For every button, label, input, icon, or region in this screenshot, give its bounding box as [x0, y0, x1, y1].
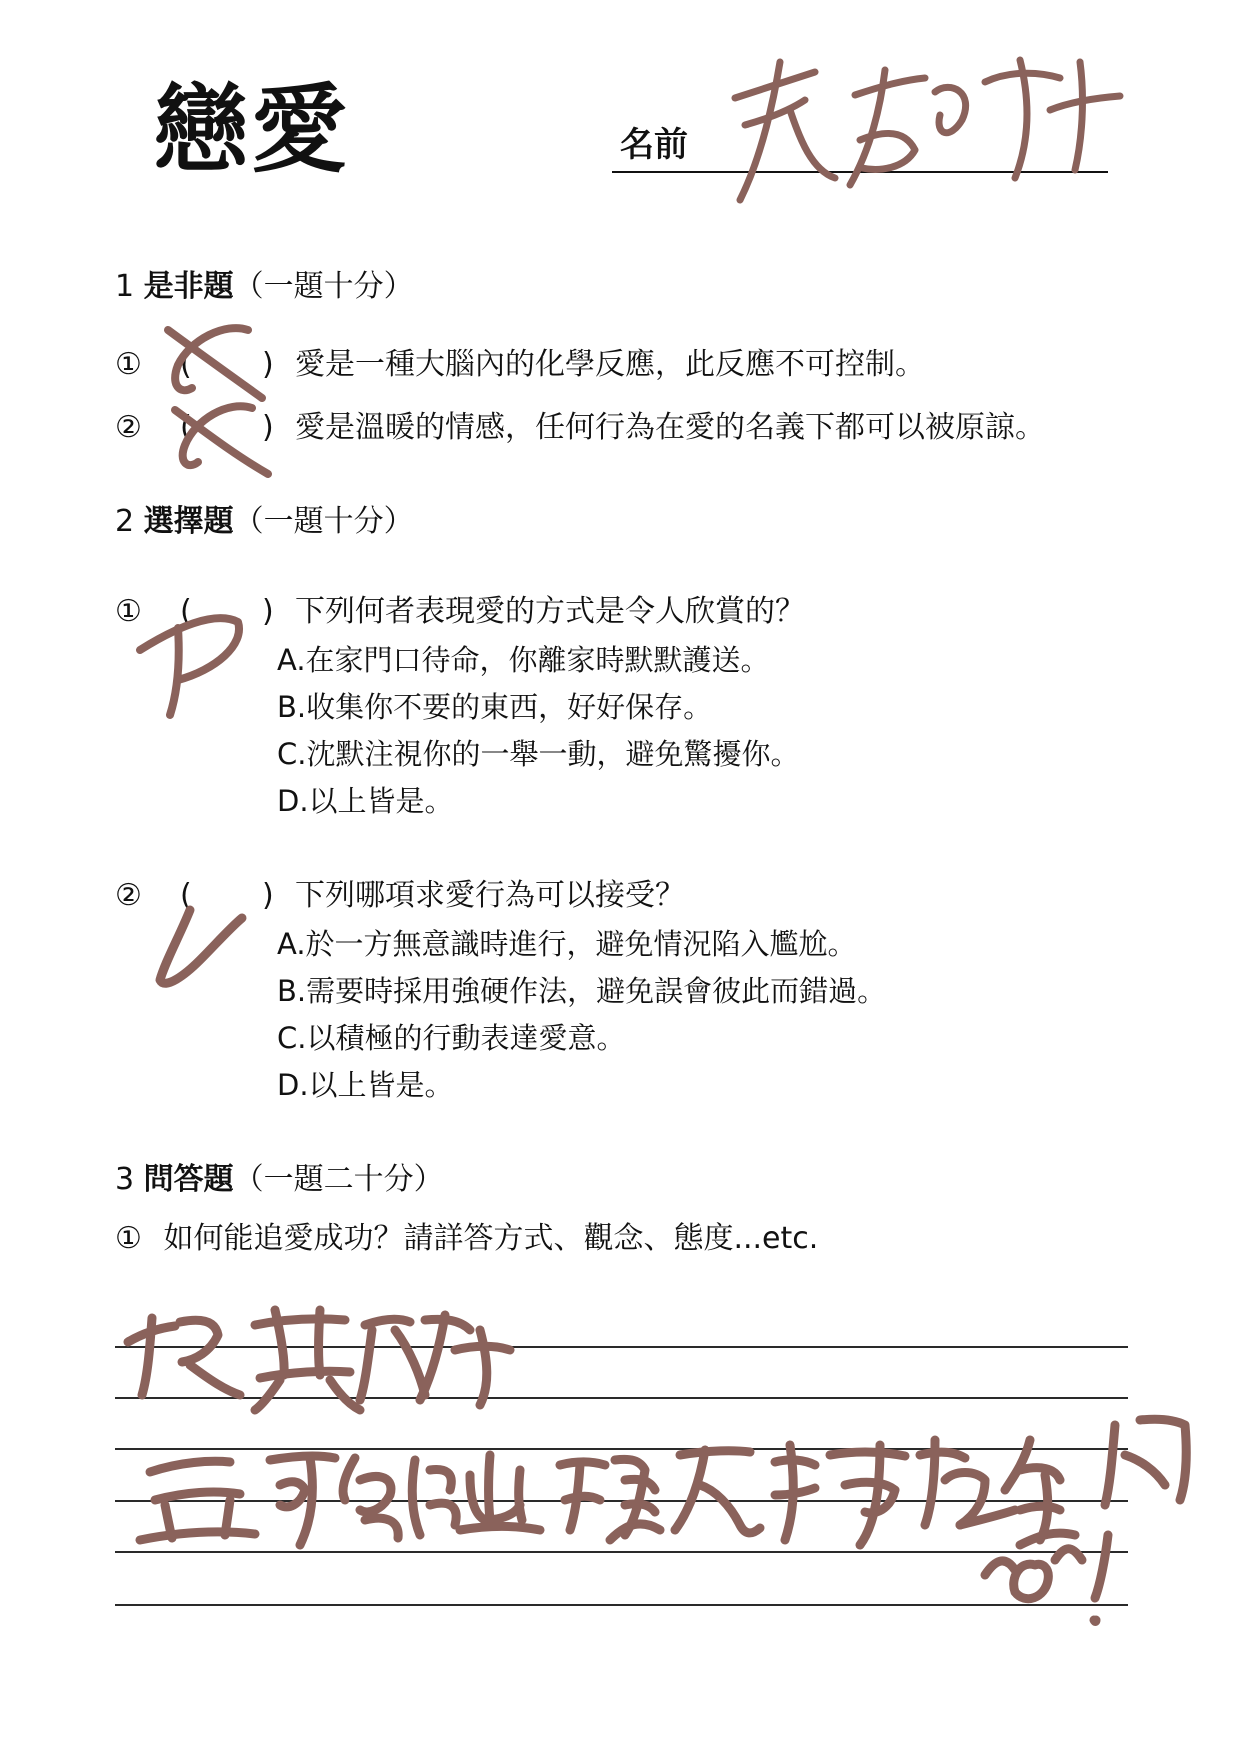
option-a: A.在家門口待命，你離家時默默護送。 [277, 643, 770, 677]
answer-blank-close: ) [262, 410, 274, 445]
question-text: 如何能追愛成功？請詳答方式、觀念、態度...etc. [163, 1221, 819, 1256]
page-title: 戀愛 [153, 74, 349, 186]
handwritten-name [735, 60, 1120, 200]
question-marker: ① [115, 594, 142, 629]
option-c: C.沈默注視你的一舉一動，避免驚擾你。 [277, 737, 800, 771]
section-name: 選擇題 [143, 504, 234, 539]
answer-blank-open: ( [180, 594, 192, 629]
answer-blank-open: ( [180, 410, 192, 445]
option-a: A.於一方無意識時進行，避免情況陷入尷尬。 [277, 927, 857, 961]
section-points: （一題十分） [233, 269, 414, 304]
option-d: D.以上皆是。 [277, 784, 454, 818]
answer-mark-d [140, 618, 239, 715]
answer-line[interactable] [115, 1551, 1128, 1553]
tf-question-2 [115, 410, 142, 445]
answer-line[interactable] [115, 1448, 1128, 1450]
name-field-line[interactable] [612, 171, 1108, 173]
section-name: 問答題 [143, 1162, 234, 1197]
question-marker: ② [115, 878, 142, 913]
answer-line[interactable] [115, 1346, 1128, 1348]
section-3-heading [115, 1162, 444, 1197]
name-field-label: 名前 [620, 125, 688, 165]
essay-question-1 [115, 1221, 819, 1256]
section-1-heading [115, 269, 414, 304]
question-text: 愛是一種大腦內的化學反應，此反應不可控制。 [295, 347, 925, 382]
question-marker: ① [115, 1221, 142, 1256]
mc-question-1 [115, 594, 142, 629]
section-number: 1 [115, 269, 135, 304]
section-2-heading [115, 504, 414, 539]
handwritten-essay-answer [128, 1310, 1186, 1622]
question-text: 下列何者表現愛的方式是令人欣賞的？ [295, 594, 805, 629]
answer-blank-close: ) [262, 878, 274, 913]
answer-line[interactable] [115, 1397, 1128, 1399]
section-number: 2 [115, 504, 135, 539]
section-points: （一題二十分） [233, 1162, 444, 1197]
option-d: D.以上皆是。 [277, 1068, 454, 1102]
question-marker: ② [115, 410, 142, 445]
option-b: B.收集你不要的東西，好好保存。 [277, 690, 713, 724]
answer-line[interactable] [115, 1604, 1128, 1606]
answer-blank-open: ( [180, 878, 192, 913]
question-text: 下列哪項求愛行為可以接受？ [295, 878, 685, 913]
section-number: 3 [115, 1162, 135, 1197]
tf-question-1 [115, 347, 142, 382]
section-points: （一題十分） [233, 504, 414, 539]
question-text: 愛是溫暖的情感，任何行為在愛的名義下都可以被原諒。 [295, 410, 1045, 445]
answer-mark-c [160, 910, 242, 983]
mc-question-2 [115, 878, 142, 913]
answer-blank-close: ) [262, 347, 274, 382]
question-marker: ① [115, 347, 142, 382]
section-name: 是非題 [143, 269, 234, 304]
answer-blank-close: ) [262, 594, 274, 629]
answer-line[interactable] [115, 1500, 1128, 1502]
option-c: C.以積極的行動表達愛意。 [277, 1021, 626, 1055]
option-b: B.需要時採用強硬作法，避免誤會彼此而錯過。 [277, 974, 887, 1008]
answer-blank-open: ( [180, 347, 192, 382]
